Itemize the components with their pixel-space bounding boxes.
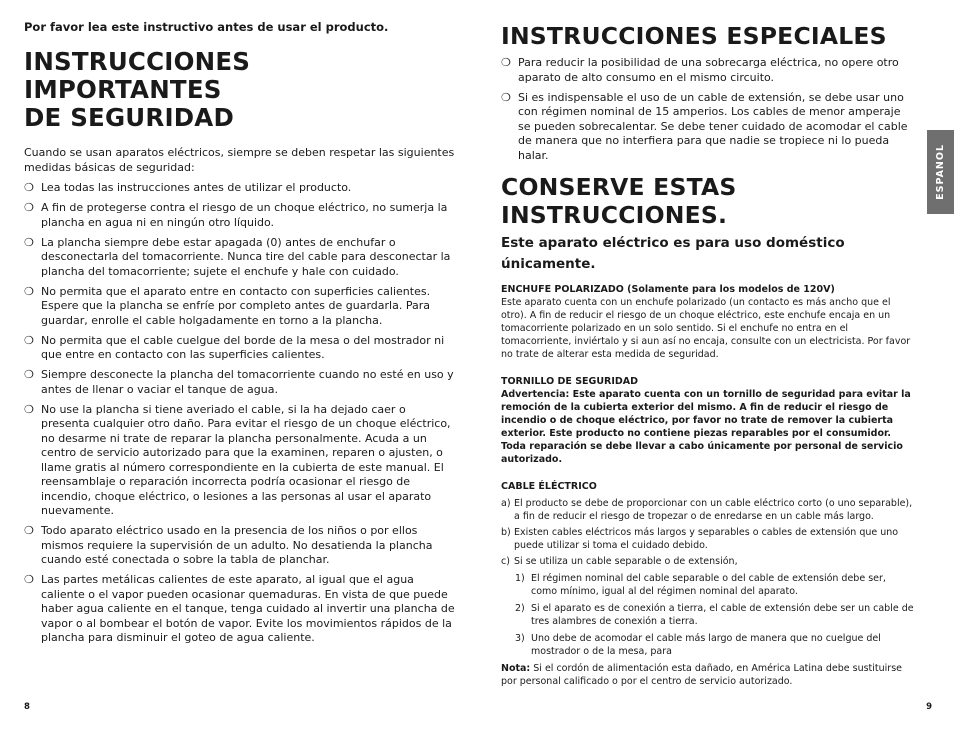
note-label: Nota:: [501, 663, 531, 674]
list-item-text: No use la plancha si tiene averiado el cable, si la ha dejado caer o presenta cualquier otro daño. Para evitar el riesgo de un choque eléctrico, no desarme ni trate de reparar la plancha personalmente. Acuda a un centro de servicio autorizado para que la examinen, reparen o ajusten, o llame gratis al número correspondiente en la cubierta de este manual. El reensamblaje o reparación incorrecta podría ocasionar el riesgo de incendio, choque eléctrico, o lesiones a las personas al usar el aparato nuevamente.: [41, 402, 451, 517]
list-marker: b): [501, 527, 511, 538]
polarized-plug-text: Este aparato cuenta con un enchufe polarizado (un contacto es más ancho que el otro). A fin de reducir el riesgo de un choque eléctrico, este enchufe encaja en un tomacorriente polarizado en un solo sentido. Si el enchufe no entra en el tomacorriente, inviértalo y si aun así no encaja, consulte con un electricista. Por favor no trate de alterar esta medida de seguridad.: [501, 297, 911, 360]
circle-bullet-icon: ❍: [24, 524, 34, 537]
list-item: [24, 334, 455, 363]
list-item-text: Para reducir la posibilidad de una sobrecarga eléctrica, no opere otro aparato de alto consumo en el mismo circuito.: [518, 56, 899, 84]
safety-title: [24, 48, 455, 132]
list-item: [501, 526, 914, 552]
language-tab: [927, 130, 954, 214]
household-use-subhead: Este aparato eléctrico es para uso doméstico únicamente.: [501, 235, 845, 272]
list-item-text: Si se utiliza un cable separable o de extensión,: [514, 556, 738, 567]
list-item-text: No permita que el cable cuelgue del borde de la mesa o del mostrador ni que entre en contacto con las superficies calientes.: [41, 333, 445, 361]
cord-list: [501, 497, 914, 568]
list-marker: 1): [515, 573, 525, 584]
list-item: [24, 181, 455, 196]
list-marker: 3): [515, 633, 525, 644]
list-item-text: Lea todas las instrucciones antes de utilizar el producto.: [41, 181, 352, 194]
safety-bullet-list: [24, 181, 455, 646]
circle-bullet-icon: ❍: [24, 402, 34, 416]
note-text: Si el cordón de alimentación esta dañado, en América Latina debe sustituirse por personal calificado o por el centro de servicio autorizado.: [501, 663, 903, 687]
language-tab-label: ESPAÑOL: [935, 144, 946, 200]
safety-screw-text: Advertencia: Este aparato cuenta con un tornillo de seguridad para evitar la remoción de la cubierta exterior del mismo. A fin de reducir el riesgo de incendio o de choque eléctrico, por favor no trate de remover la cubierta exterior. Este producto no contiene piezas reparables por el consumidor. Toda reparación se debe llevar a cabo únicamente por personal de servicio autorizado.: [501, 389, 911, 465]
right-page: [477, 0, 954, 738]
safety-intro: Cuando se usan aparatos eléctricos, siempre se deben respetar las siguientes medidas básicas de seguridad:: [24, 146, 455, 174]
list-item-text: Uno debe de acomodar el cable más largo de manera que no cuelgue del mostrador o de la mesa, para: [531, 633, 881, 657]
circle-bullet-icon: ❍: [24, 368, 34, 381]
list-item: [501, 602, 914, 628]
list-item: [501, 632, 914, 658]
list-item: [24, 573, 455, 646]
list-item-text: El régimen nominal del cable separable o del cable de extensión debe ser, como mínimo, igual al del régimen nominal del aparato.: [531, 573, 886, 597]
circle-bullet-icon: ❍: [501, 90, 511, 104]
safety-screw-title: TORNILLO DE SEGURIDAD: [501, 376, 639, 387]
list-item-text: El producto se debe de proporcionar con un cable eléctrico corto (o uno separable), a fin de reducir el riesgo de tropezar o de enredarse en un cable más largo.: [514, 498, 913, 522]
list-item: [24, 403, 455, 519]
list-item-text: A fin de protegerse contra el riesgo de un choque eléctrico, no sumerja la plancha en agua ni en ningún otro líquido.: [41, 201, 448, 229]
special-instructions-title: INSTRUCCIONES ESPECIALES: [501, 22, 887, 50]
circle-bullet-icon: ❍: [24, 573, 34, 586]
list-item-text: Existen cables eléctricos más largos y separables o cables de extensión que uno puede utilizar si toma el cuidado debido.: [514, 527, 899, 551]
list-marker: 2): [515, 603, 525, 614]
cord-note: [501, 662, 914, 688]
read-instructions-note: Por favor lea este instructivo antes de usar el producto.: [24, 20, 389, 34]
list-item: [24, 201, 455, 230]
electric-cord-title: CABLE ÉLÉCTRICO: [501, 481, 597, 492]
list-item-text: Si es indispensable el uso de un cable de extensión, se debe usar uno con régimen nominal de 15 amperios. Los cables de menor amperaje se pueden sobrecalentar. Se debe tener cuidado de acomodar el cable de manera que no interfiera para que nadie se tropiece ni lo pueda halar.: [518, 90, 908, 162]
list-item: [501, 497, 914, 523]
list-item: [24, 285, 455, 329]
page-number-left: 8: [24, 702, 30, 712]
list-item: [501, 555, 914, 568]
circle-bullet-icon: ❍: [501, 56, 511, 69]
list-item: [501, 91, 914, 164]
list-item: [24, 368, 455, 397]
conserve-title: [501, 173, 914, 229]
circle-bullet-icon: ❍: [24, 284, 34, 298]
list-item: [501, 56, 914, 85]
conserve-title-line2: INSTRUCCIONES.: [501, 201, 728, 229]
safety-title-line2: DE SEGURIDAD: [24, 103, 235, 132]
list-marker: a): [501, 498, 511, 509]
list-item: [24, 236, 455, 280]
cord-sub-list: [501, 572, 914, 658]
list-item: [501, 572, 914, 598]
circle-bullet-icon: ❍: [24, 201, 34, 214]
list-item-text: La plancha siempre debe estar apagada (0) antes de enchufar o desconectarla del tomacorriente. Nunca tire del cable para desconectar la plancha del tomacorriente; sujete el enchufe y hale con cuidado.: [41, 235, 451, 278]
page-number-right: 9: [926, 702, 932, 712]
list-item-text: Todo aparato eléctrico usado en la presencia de los niños o por ellos mismos requiere la supervisión de un adulto. No desatienda la plancha cuando esté conectada o sobre la tabla de planchar.: [41, 524, 433, 566]
circle-bullet-icon: ❍: [24, 333, 34, 347]
list-item-text: Si el aparato es de conexión a tierra, el cable de extensión debe ser un cable de tres alambres de conexión a tierra.: [531, 603, 914, 627]
special-bullet-list: [501, 56, 914, 163]
conserve-title-line1: CONSERVE ESTAS: [501, 173, 737, 201]
list-item-text: No permita que el aparato entre en contacto con superficies calientes. Espere que la plancha se enfríe por completo antes de guardarla. Para guardar, enrolle el cable holgadamente en torno a la plancha.: [41, 284, 431, 327]
list-item: [24, 524, 455, 568]
safety-title-line1: INSTRUCCIONES IMPORTANTES: [24, 47, 251, 104]
polarized-plug-title: ENCHUFE POLARIZADO (Solamente para los modelos de 120V): [501, 284, 835, 295]
list-marker: c): [501, 556, 510, 567]
list-item-text: Las partes metálicas calientes de este aparato, al igual que el agua caliente o el vapor pueden ocasionar quemaduras. En vista de que puede haber agua caliente en el tanque, tenga cuidado al invertir una plancha de vapor o al bombear el botón de vapor. Evite los movimientos rápidos de la plancha para disminuir el goteo de agua caliente.: [41, 573, 455, 644]
circle-bullet-icon: ❍: [24, 181, 34, 194]
list-item-text: Siempre desconecte la plancha del tomacorriente cuando no esté en uso y antes de llenar o vaciar el tanque de agua.: [41, 368, 454, 396]
circle-bullet-icon: ❍: [24, 235, 34, 249]
